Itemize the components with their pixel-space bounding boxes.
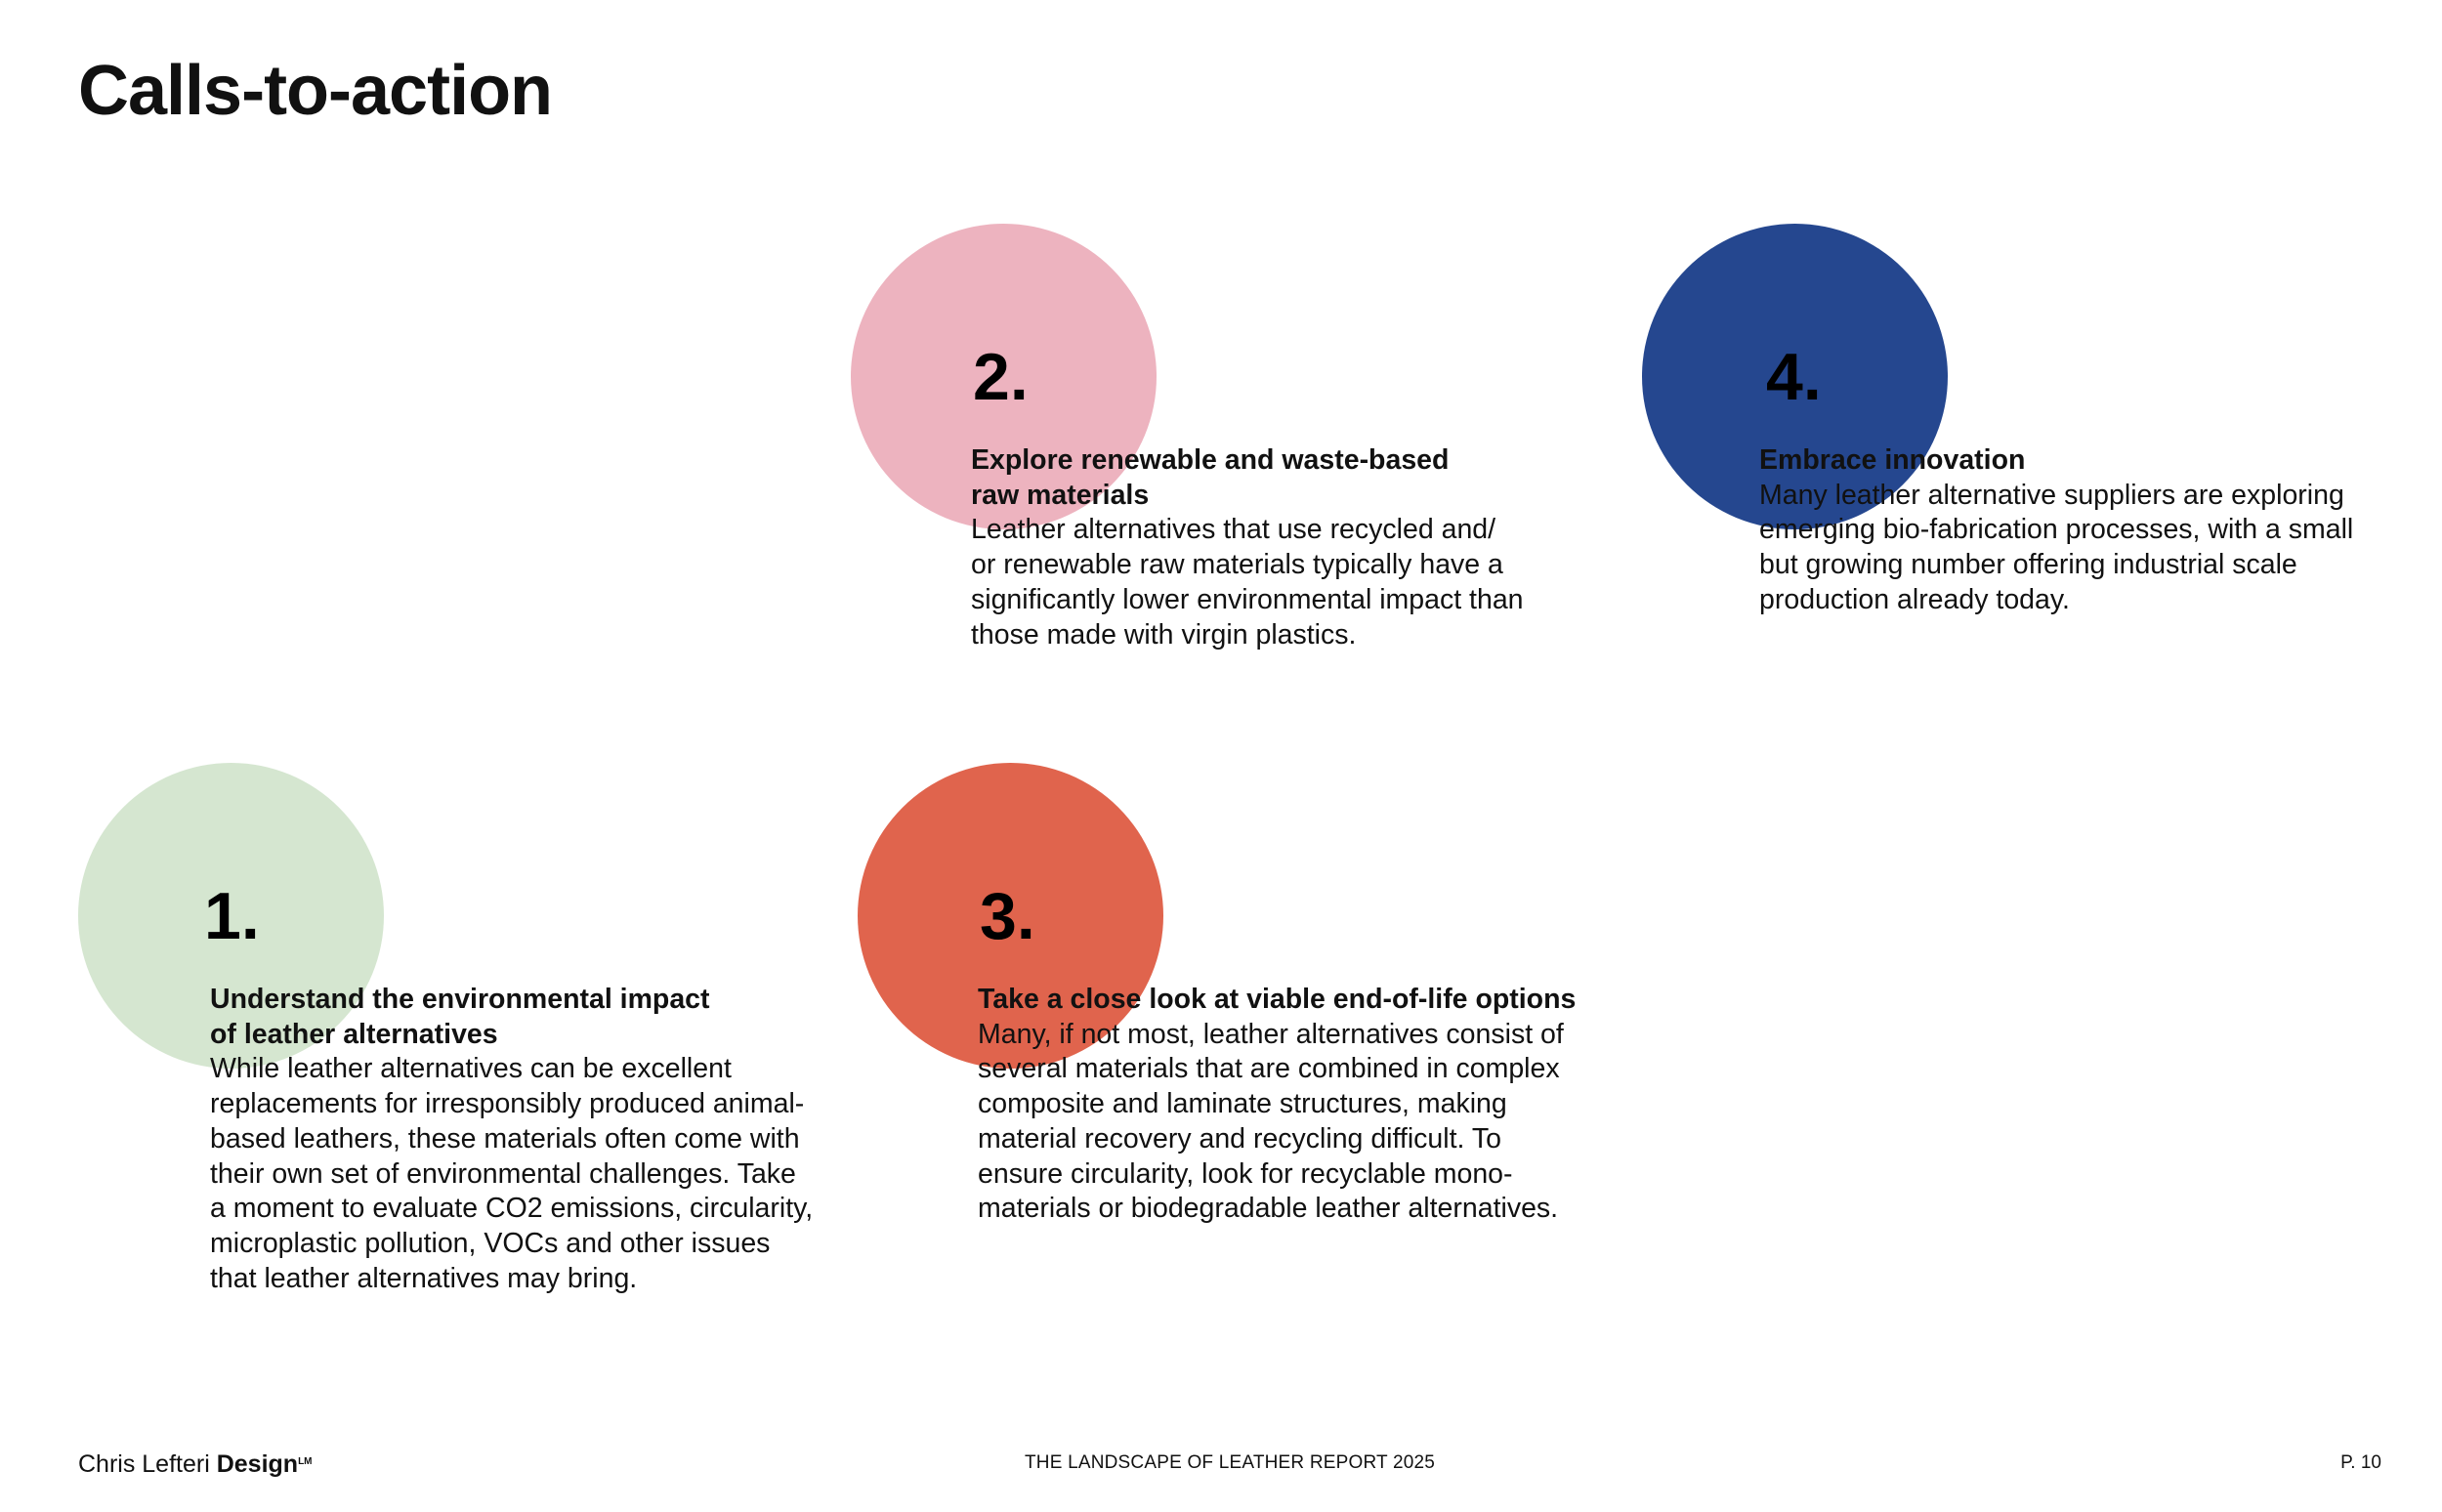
cta-4-heading: Embrace innovation <box>1759 444 2026 476</box>
cta-1-heading: Understand the environmental impact of leather alternatives <box>210 984 710 1050</box>
cta-3-heading: Take a close look at viable end-of-life options <box>978 984 1577 1015</box>
footer-page-number: P. 10 <box>2340 1452 2381 1473</box>
footer-brand-logo <box>78 1449 313 1479</box>
brand-mark: LM <box>298 1456 313 1467</box>
cta-1-body: While leather alternatives can be excellent replacements for irresponsibly produced animal- based leathers, these materials often come with their own set of environmental challenges. Take a moment to evaluate CO2 emissions, circularity, microplastic pollution, VOCs and other issues that leather alternatives may bring. <box>210 1053 814 1294</box>
cta-1-text <box>210 983 855 1296</box>
cta-4-body: Many leather alternative suppliers are exploring emerging bio-fabrication processes, with a small but growing number offering industrial scale production already today. <box>1759 479 2354 615</box>
page-title: Calls-to-action <box>78 52 553 130</box>
cta-3-text <box>978 983 1642 1227</box>
cta-3-number: 3. <box>980 879 1035 953</box>
cta-2-text <box>971 443 1616 652</box>
brand-name-light: Chris Lefteri <box>78 1450 210 1478</box>
brand-name-bold: Design <box>216 1450 299 1478</box>
cta-3-body: Many, if not most, leather alternatives consist of several materials that are combined in complex composite and laminate structures, making material recovery and recycling difficult. To ensure circularity, look for recyclable mono- materials or biodegradable leather alternatives. <box>978 1018 1564 1225</box>
cta-2-number: 2. <box>973 340 1029 414</box>
cta-4-number: 4. <box>1766 340 1822 414</box>
cta-4-text <box>1759 443 2404 618</box>
cta-2-body: Leather alternatives that use recycled and/ or renewable raw materials typically have a significantly lower environmental impact than those made with virgin plastics. <box>971 514 1524 651</box>
cta-1-number: 1. <box>204 879 260 953</box>
footer-report-title: THE LANDSCAPE OF LEATHER REPORT 2025 <box>1025 1452 1436 1473</box>
cta-2-heading: Explore renewable and waste-based raw materials <box>971 444 1450 511</box>
